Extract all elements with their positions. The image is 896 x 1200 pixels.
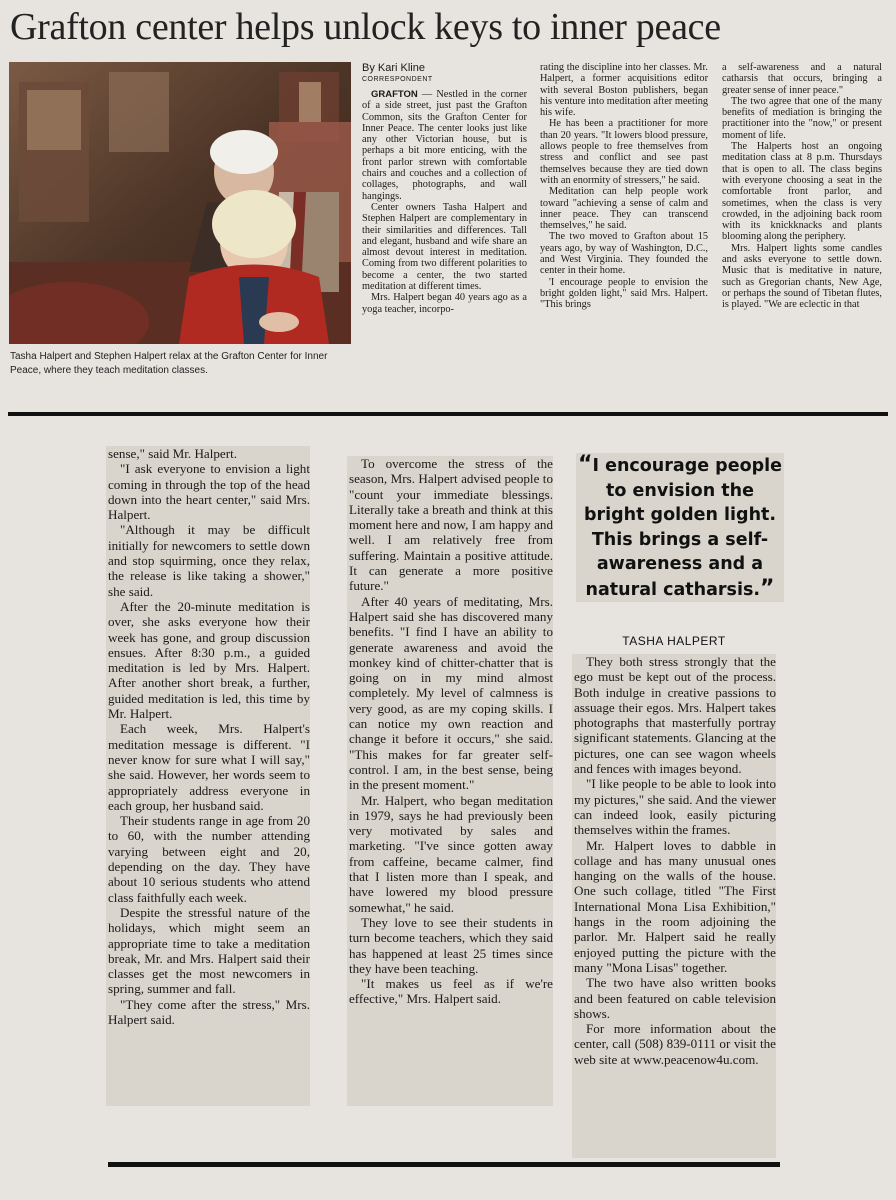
bottom-column-2 — [347, 456, 553, 1106]
pull-quote-text: I encourage people to envision the bright golden light. This brings a self-awareness and a natural catharsis. — [583, 456, 782, 600]
article-paragraph: The two moved to Grafton about 15 years ago, by way of Washington, D.C., and West Virginia. They founded the center in their home. — [540, 231, 708, 277]
bottom-rule — [108, 1162, 780, 1167]
headline: Grafton center helps unlock keys to inner peace — [10, 6, 721, 48]
top-column-3 — [722, 62, 882, 311]
article-paragraph: "They come after the stress," Mrs. Halpert said. — [108, 996, 310, 1027]
open-quote-mark: “ — [578, 452, 593, 477]
article-paragraph: The two have also written books and been featured on cable television shows. — [574, 975, 776, 1021]
article-paragraph: rating the discipline into her classes. Mr. Halpert, a former acquisitions editor with several Boston publishers, began his venture into meditation after meeting his wife. — [540, 62, 708, 119]
article-paragraph: He has been a practitioner for more than 20 years. "It lowers blood pressure, allows people to free themselves from stress and conflict and see past themselves because they are tied down with an enormity of stressers," he said. — [540, 118, 708, 186]
article-paragraph: After 40 years of meditating, Mrs. Halpert said she has discovered many benefits. "I find I have an ability to generate awareness and avoid the monkey kind of chitter-chatter that is going on in my mind almost completely. My level of calmness is very good, as are my coping skills. I can notice my own reaction and change it before it occurs," she said. "This makes for far greater self-control. I am, in the best sense, being in the present moment." — [349, 593, 553, 793]
article-paragraph: The Halperts host an ongoing meditation class at 8 p.m. Thursdays that is open to all. The class begins with everyone choosing a seat in the comfortable front parlor, and sometimes, when the class is very crowded, in the adjoining back room with its knickknacks and plants blooming along the periphery. — [722, 141, 882, 243]
article-paragraph: After the 20-minute meditation is over, she asks everyone how their week has gone, and group discussion ensues. After 8:30 p.m., a guided meditation is led by Mrs. Halpert. After another short break, a further, guided meditation is led, this time by Mr. Halpert. — [108, 598, 310, 722]
article-paragraph: Each week, Mrs. Halpert's meditation message is different. "I never know for sure what I will say," she said. However, her words seem to appropriately address everyone in each group, her husband said. — [108, 721, 310, 813]
photo-illustration — [9, 62, 351, 344]
byline-role: CORRESPONDENT — [362, 76, 433, 83]
article-paragraph: Mrs. Halpert began 40 years ago as a yoga teacher, incorpo- — [362, 292, 527, 315]
article-paragraph: Mr. Halpert, who began meditation in 1979, says he had previously been very motivated by sales and marketing. "I've since gotten away from caffeine, became calmer, find that I listen more than I speak, and have lowered my blood pressure somewhat," he said. — [349, 792, 553, 915]
article-paragraph: "I like people to be able to look into my pictures," she said. And the viewer can indeed look, easily picturing themselves within the frames. — [574, 776, 776, 838]
pull-quote-attribution: TASHA HALPERT — [622, 634, 726, 648]
article-paragraph: Mrs. Halpert lights some candles and asks everyone to settle down. Music that is meditative in nature, such as Gregorian chants, New Age, or perhaps the sound of Tibetan flutes, is played. "We are eclectic in that — [722, 242, 882, 311]
photo-caption: Tasha Halpert and Stephen Halpert relax at the Grafton Center for Inner Peace, where they teach meditation classes. — [10, 351, 328, 376]
article-paragraph: For more information about the center, call (508) 839-0111 or visit the web site at www.peacenow4u.com. — [574, 1021, 776, 1067]
article-paragraph: GRAFTON — Nestled in the corner of a side street, just past the Grafton Common, sits the Grafton Center for Inner Peace. The center looks just like any other Victorian house, but is perhaps a bit more enticing, with the front parlor strewn with comfortable chairs and couches and a collection of collages, photographs, and wall hangings. — [362, 89, 528, 202]
top-column-1 — [362, 62, 527, 315]
article-paragraph: The two agree that one of the many benefits of mediation is bringing the practitioner into the "now," or present moment of life. — [722, 95, 882, 141]
bottom-column-1 — [106, 446, 310, 1106]
article-paragraph: Meditation can help people work toward "achieving a sense of calm and inner peace. They can transcend themselves," he said. — [540, 186, 708, 232]
photo-halperts — [9, 62, 351, 344]
article-paragraph: a self-awareness and a natural catharsis that occurs, bringing a greater sense of inner peace." — [722, 62, 882, 96]
article-paragraph: "I ask everyone to envision a light coming in through the top of the head down into the heart center," said Mrs. Halpert. — [108, 461, 310, 523]
article-paragraph: "Although it may be difficult initially for newcomers to settle down and stop squirming, once they relax, the release is like taking a shower," she said. — [108, 522, 310, 599]
article-paragraph: They both stress strongly that the ego must be kept out of the process. Both indulge in creative passions to assuage their egos. Mrs. Halpert takes photographs that masterfully portray significant statements. Glancing at the pictures, one can see wagon wheels and fences with images beyond. — [574, 654, 776, 777]
article-paragraph: 'I encourage people to envision the bright golden light," said Mrs. Halpert. "This brings — [540, 276, 708, 311]
article-paragraph: Despite the stressful nature of the holidays, which might seem an appropriate time to take a meditation break, Mr. and Mrs. Halpert said their classes get the most newcomers in spring, summer and fall. — [108, 904, 310, 997]
article-paragraph: Their students range in age from 20 to 60, with the number attending varying between eight and 20, depending on the day. They have about 10 serious students who attend class faithfully each week. — [108, 813, 310, 905]
pull-quote — [576, 453, 784, 602]
article-paragraph: "It makes us feel as if we're effective," Mrs. Halpert said. — [349, 976, 553, 1007]
byline: By Kari Kline — [362, 62, 425, 74]
section-divider — [8, 412, 888, 416]
article-paragraph: sense," said Mr. Halpert. — [108, 446, 237, 461]
article-paragraph: To overcome the stress of the season, Mrs. Halpert advised people to "count your immediate blessings. Literally take a breath and think at this moment here and now, I am happy and well. I am relatively free from suffering. Maintain a positive attitude. It can generate a more positive future." — [349, 456, 553, 594]
dateline: GRAFTON — [371, 89, 418, 100]
article-paragraph: They love to see their students in turn become teachers, which they said has happened at least 25 times since they have been teaching. — [349, 914, 553, 976]
top-column-2 — [540, 62, 708, 311]
bottom-column-3 — [572, 654, 776, 1158]
article-paragraph: Center owners Tasha Halpert and Stephen Halpert are complementary in their similarities and differences. Tall and elegant, husband and wife share an almost devout interest in meditation. Coming from two different polarities to become a center, the two started meditation at different times. — [362, 201, 527, 293]
close-quote-mark: ” — [760, 575, 775, 601]
article-paragraph: Mr. Halpert loves to dabble in collage and has many unusual ones hanging on the walls of the house. One such collage, titled "The First International Mona Lisa Exhibition," hangs in the room adjoining the parlor. Mr. Halpert said he really enjoyed putting the picture with the many "Mona Lisas" together. — [574, 837, 776, 975]
